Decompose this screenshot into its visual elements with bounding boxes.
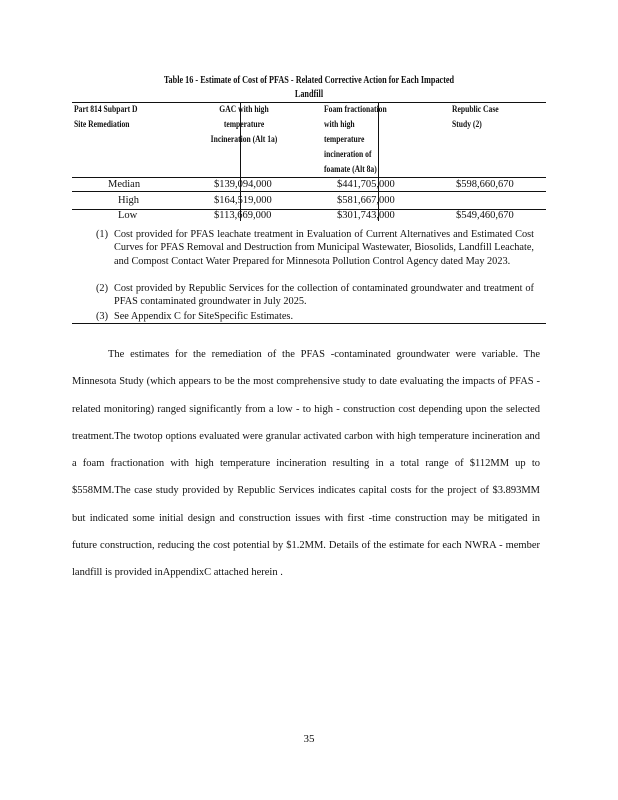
row-high-label: High [118,195,139,206]
row-low-label: Low [118,210,138,221]
row-low-foam: $301,743,000 [337,210,395,221]
row-median-republic: $598,660,670 [456,179,514,190]
row-divider-1 [72,191,546,192]
header-bottom-rule [72,177,546,178]
footnote-3-number: (3) [96,311,109,322]
header-foam-line-2: with high [324,120,355,130]
table-caption-line-1: Table 16 - Estimate of Cost of PFAS - Related Corrective Action for Each Impacted [163,75,455,86]
row-median-gac: $139,094,000 [214,179,272,190]
header-gac [196,103,292,148]
footnote-3-text: See Appendix C for SiteSpecific Estimates. [114,311,294,322]
header-foam-line-5: foamate (Alt 8a) [324,165,377,175]
row-median-label: Median [108,179,141,190]
header-gac-line-3: Incineration (Alt 1a) [210,135,278,145]
row-high-gac: $164,519,000 [214,195,272,206]
body-paragraph [72,341,540,587]
header-gac-line-1: GAC with high [219,105,269,115]
header-subpart-line-1: Part 814 Subpart D [74,105,138,115]
page-number: 35 [303,733,315,745]
table-caption-line-2: Landfill [294,89,324,100]
header-republic-line-2: Study (2) [452,120,482,130]
body-paragraph-text: The estimates for the remediation of the PFAS -contaminated groundwater were variable. The Minnesota Study (which appears to be the most comprehensive study to date evaluating the impacts of PFAS -related monitoring) ranged significantly from a low - to high - construction cost depending upon the selected treatment.The twotop options evaluated were granular activated carbon with high temperature incineration and a foam fractionation with high temperature incineration resulting in a total range of $112MM up to $558MM.The case study provided by Republic Services indicates capital costs for the project of $3.893MM but indicated some initial design and construction issues with first -time construction may be mitigated in future construction, reducing the cost potential by $1.2MM. Details of the estimate for each NWRA - member landfill is provided inAppendixC attached herein . [72,349,540,579]
row-low-gac: $113,669,000 [214,210,272,221]
header-republic [452,103,499,133]
header-gac-line-2: temperature [223,120,265,130]
header-subpart-line-2: Site Remediation [74,120,130,130]
row-low-republic: $549,460,670 [456,210,514,221]
row-median-foam: $441,705,000 [337,179,395,190]
table-caption [72,74,546,102]
header-foam [324,103,387,178]
footnote-1-text: Cost provided for PFAS leachate treatment in Evaluation of Current Alternatives and Estimated Cost Curves for PFAS Removal and Destruction from Municipal Wastewater, Biosolids, Landfill Leachate, and Compost Contact Water Prepared for Minnesota Pollution Control Agency dated May 2023. [114,229,534,267]
footnote-1-number: (1) [96,229,109,240]
footnote-2-number: (2) [96,283,109,294]
header-foam-line-3: temperature [324,135,365,145]
header-foam-line-1: Foam fractionation [324,105,387,115]
header-foam-line-4: incineration of [324,150,372,160]
row-high-foam: $581,667,000 [337,195,395,206]
header-subpart [74,103,138,133]
footnote-2-text: Cost provided by Republic Services for the collection of contaminated groundwater and treatment of PFAS contaminated groundwater in July 2025. [114,283,534,308]
header-republic-line-1: Republic Case [452,105,499,115]
